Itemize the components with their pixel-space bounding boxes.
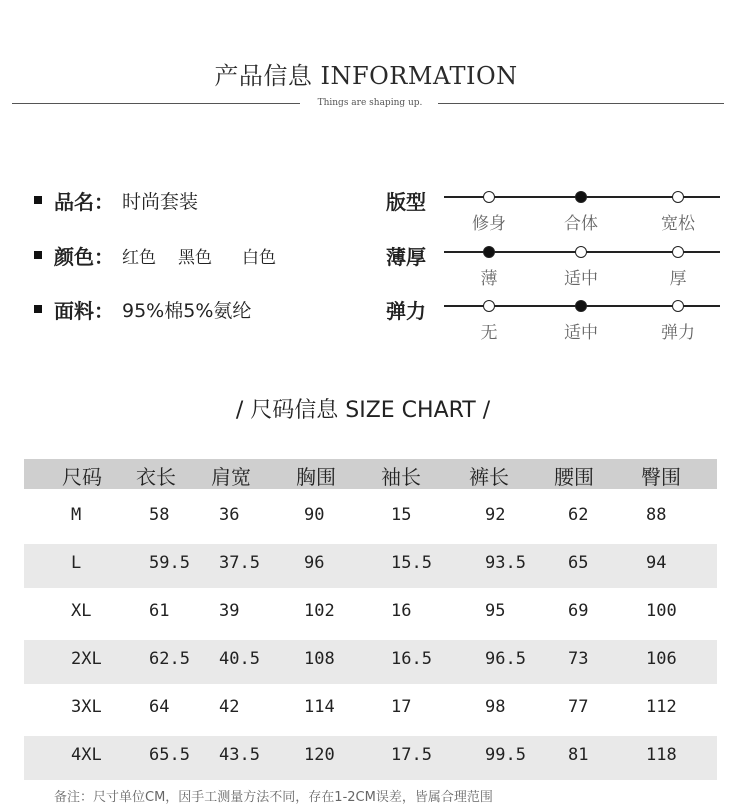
scale-dot-icon: [672, 300, 684, 312]
scale-label: 弹力: [386, 299, 426, 323]
table-cell: 73: [568, 649, 589, 669]
table-cell: 37.5: [219, 553, 260, 573]
table-cell: 102: [304, 601, 335, 621]
tagline: Things are shaping up.: [317, 98, 423, 108]
attr-label: 面料：: [54, 298, 114, 323]
table-cell: M: [71, 505, 82, 525]
table-row-background: [24, 640, 717, 684]
table-cell: 120: [304, 745, 335, 765]
footnote: 备注：尺寸单位CM，因手工测量方法不同，存在1-2CM误差，皆属合理范围: [54, 790, 493, 805]
table-cell: 4XL: [71, 745, 102, 765]
table-cell: 95: [485, 601, 506, 621]
table-cell: 64: [149, 697, 170, 717]
table-cell: 36: [219, 505, 240, 525]
scale-dot-icon: [483, 191, 495, 203]
table-cell: 69: [568, 601, 589, 621]
table-header-cell: 腰围: [554, 465, 594, 489]
scale-option-label: 适中: [564, 269, 598, 289]
scale-option-label: 无: [480, 323, 498, 343]
scale-dot-selected-icon: [575, 191, 587, 203]
table-cell: 39: [219, 601, 240, 621]
table-cell: 3XL: [71, 697, 102, 717]
table-cell: 42: [219, 697, 240, 717]
scale-option-label: 修身: [472, 214, 506, 234]
size-chart-title: / 尺码信息 SIZE CHART /: [235, 398, 491, 423]
color-option: 红色: [122, 247, 156, 268]
table-header-cell: 衣长: [136, 465, 176, 489]
table-header-cell: 臀围: [641, 465, 681, 489]
scale-dot-selected-icon: [483, 246, 495, 258]
scale-dot-icon: [575, 246, 587, 258]
table-cell: L: [71, 553, 82, 573]
divider-left: [12, 103, 300, 104]
scale-option-label: 宽松: [661, 214, 695, 234]
table-row-background: [24, 736, 717, 780]
table-cell: 62.5: [149, 649, 190, 669]
table-cell: 90: [304, 505, 325, 525]
table-cell: 118: [646, 745, 677, 765]
scale-dot-icon: [672, 246, 684, 258]
table-cell: 114: [304, 697, 335, 717]
table-cell: 15.5: [391, 553, 432, 573]
table-cell: 112: [646, 697, 677, 717]
table-cell: 92: [485, 505, 506, 525]
table-cell: 96: [304, 553, 325, 573]
color-option: 黑色: [178, 247, 212, 268]
scale-option-label: 薄: [480, 269, 498, 289]
size-table-header: [24, 459, 717, 489]
table-cell: 88: [646, 505, 667, 525]
table-cell: 77: [568, 697, 589, 717]
bullet-icon: [34, 305, 42, 313]
attr-value: 95%棉5%氨纶: [122, 299, 252, 322]
bullet-icon: [34, 251, 42, 259]
scale-dot-selected-icon: [575, 300, 587, 312]
scale-option-label: 弹力: [661, 323, 695, 343]
bullet-icon: [34, 196, 42, 204]
table-cell: 59.5: [149, 553, 190, 573]
table-cell: 16.5: [391, 649, 432, 669]
color-option: 白色: [242, 247, 276, 268]
table-cell: 61: [149, 601, 170, 621]
attr-value: 时尚套装: [122, 190, 199, 213]
table-header-cell: 裤长: [469, 465, 509, 489]
table-cell: 16: [391, 601, 412, 621]
attr-label: 品名：: [54, 189, 114, 214]
scale-dot-icon: [672, 191, 684, 203]
table-cell: 17: [391, 697, 412, 717]
table-cell: 17.5: [391, 745, 432, 765]
table-cell: 108: [304, 649, 335, 669]
table-cell: 2XL: [71, 649, 102, 669]
scale-dot-icon: [483, 300, 495, 312]
attr-colors: [34, 242, 298, 268]
attr-product-name: [34, 187, 198, 213]
table-cell: 98: [485, 697, 506, 717]
table-cell: 62: [568, 505, 589, 525]
table-cell: 65.5: [149, 745, 190, 765]
scale-option-label: 适中: [564, 323, 598, 343]
scale-label: 薄厚: [386, 245, 426, 269]
table-header-cell: 胸围: [296, 465, 336, 489]
section-title-information: 产品信息 INFORMATION: [214, 62, 518, 90]
scale-label: 版型: [386, 190, 426, 214]
table-cell: 99.5: [485, 745, 526, 765]
attr-label: 颜色：: [54, 244, 114, 269]
table-cell: 43.5: [219, 745, 260, 765]
table-cell: XL: [71, 601, 92, 621]
table-header-cell: 肩宽: [211, 465, 251, 489]
scale-option-label: 合体: [564, 214, 598, 234]
table-cell: 65: [568, 553, 589, 573]
table-cell: 96.5: [485, 649, 526, 669]
table-cell: 81: [568, 745, 589, 765]
table-row-background: [24, 544, 717, 588]
divider-right: [438, 103, 724, 104]
table-cell: 58: [149, 505, 170, 525]
table-header-cell: 袖长: [381, 465, 421, 489]
table-cell: 94: [646, 553, 667, 573]
table-cell: 40.5: [219, 649, 260, 669]
attr-fabric: [34, 296, 251, 322]
table-header-cell: 尺码: [62, 465, 102, 489]
table-cell: 15: [391, 505, 412, 525]
scale-option-label: 厚: [669, 269, 687, 289]
table-cell: 106: [646, 649, 677, 669]
table-cell: 93.5: [485, 553, 526, 573]
table-cell: 100: [646, 601, 677, 621]
